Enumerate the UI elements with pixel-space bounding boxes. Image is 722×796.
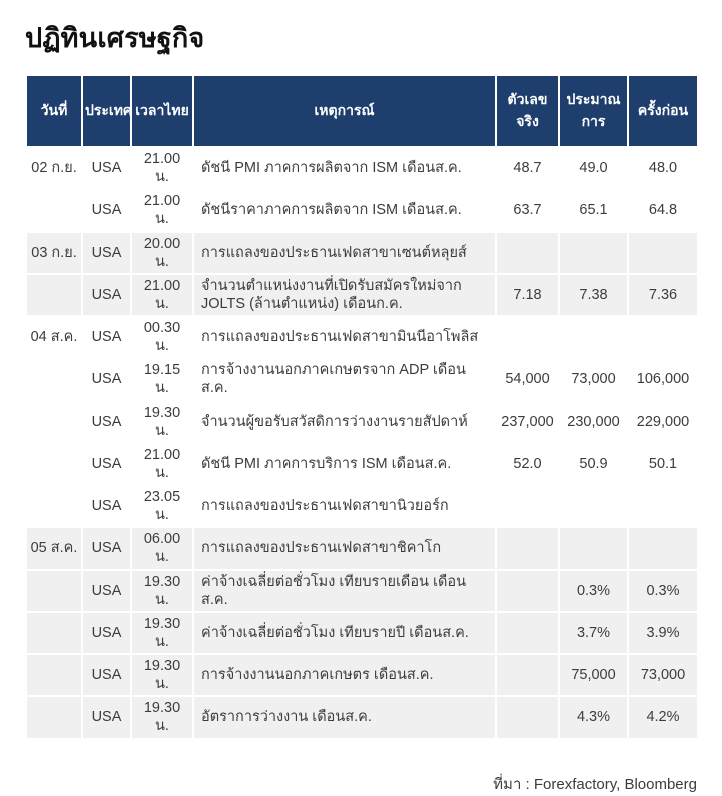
cell-date [26, 443, 82, 485]
header-country: ประเทศ [82, 75, 131, 147]
cell-actual [496, 316, 559, 358]
cell-forecast [559, 527, 628, 569]
table-row [26, 189, 698, 231]
cell-country: USA [82, 358, 131, 400]
cell-previous [628, 232, 698, 274]
table-row [26, 147, 698, 189]
cell-forecast [559, 316, 628, 358]
cell-event: ดัชนี PMI ภาคการผลิตจาก ISM เดือนส.ค. [193, 147, 496, 189]
cell-event: การแถลงของประธานเฟดสาขามินนีอาโพลิส [193, 316, 496, 358]
cell-previous [628, 527, 698, 569]
cell-previous [628, 485, 698, 527]
cell-event: จำนวนตำแหน่งงานที่เปิดรับสมัครใหม่จาก JOLTS (ล้านตำแหน่ง) เดือนก.ค. [193, 274, 496, 316]
cell-actual: 63.7 [496, 189, 559, 231]
cell-date [26, 570, 82, 612]
cell-actual [496, 612, 559, 654]
cell-actual [496, 485, 559, 527]
cell-forecast: 4.3% [559, 696, 628, 738]
cell-forecast: 50.9 [559, 443, 628, 485]
calendar-table-body [26, 147, 698, 739]
table-row [26, 358, 698, 400]
table-row [26, 612, 698, 654]
cell-previous: 106,000 [628, 358, 698, 400]
table-row [26, 485, 698, 527]
cell-previous: 4.2% [628, 696, 698, 738]
cell-country: USA [82, 232, 131, 274]
cell-forecast: 73,000 [559, 358, 628, 400]
cell-date [26, 358, 82, 400]
cell-date [26, 401, 82, 443]
cell-country: USA [82, 612, 131, 654]
cell-forecast [559, 232, 628, 274]
cell-time: 21.00 น. [131, 189, 193, 231]
cell-forecast: 75,000 [559, 654, 628, 696]
cell-previous: 3.9% [628, 612, 698, 654]
cell-forecast: 230,000 [559, 401, 628, 443]
cell-previous [628, 316, 698, 358]
cell-date [26, 696, 82, 738]
cell-event: ดัชนี PMI ภาคการบริการ ISM เดือนส.ค. [193, 443, 496, 485]
cell-event: การแถลงของประธานเฟดสาขาชิคาโก [193, 527, 496, 569]
cell-date: 05 ส.ค. [26, 527, 82, 569]
cell-date: 04 ส.ค. [26, 316, 82, 358]
cell-event: ค่าจ้างเฉลี่ยต่อชั่วโมง เทียบรายเดือน เดือนส.ค. [193, 570, 496, 612]
cell-time: 00.30 น. [131, 316, 193, 358]
cell-actual: 7.18 [496, 274, 559, 316]
cell-time: 19.30 น. [131, 654, 193, 696]
cell-time: 20.00 น. [131, 232, 193, 274]
cell-time: 19.30 น. [131, 612, 193, 654]
cell-forecast [559, 485, 628, 527]
cell-country: USA [82, 485, 131, 527]
cell-event: การจ้างงานนอกภาคเกษตรจาก ADP เดือนส.ค. [193, 358, 496, 400]
cell-actual: 48.7 [496, 147, 559, 189]
cell-time: 21.00 น. [131, 443, 193, 485]
cell-forecast: 49.0 [559, 147, 628, 189]
cell-event: จำนวนผู้ขอรับสวัสดิการว่างงานรายสัปดาห์ [193, 401, 496, 443]
cell-country: USA [82, 274, 131, 316]
table-row [26, 401, 698, 443]
cell-previous: 48.0 [628, 147, 698, 189]
cell-previous: 229,000 [628, 401, 698, 443]
economic-calendar-table [25, 74, 699, 740]
cell-time: 23.05 น. [131, 485, 193, 527]
table-row [26, 570, 698, 612]
cell-country: USA [82, 654, 131, 696]
cell-date [26, 189, 82, 231]
page-title: ปฏิทินเศรษฐกิจ [25, 23, 205, 53]
cell-date [26, 654, 82, 696]
cell-actual [496, 527, 559, 569]
table-row [26, 274, 698, 316]
cell-country: USA [82, 570, 131, 612]
cell-forecast: 65.1 [559, 189, 628, 231]
table-row [26, 316, 698, 358]
header-actual: ตัวเลขจริง [496, 75, 559, 147]
table-row [26, 696, 698, 738]
cell-country: USA [82, 316, 131, 358]
cell-actual: 52.0 [496, 443, 559, 485]
cell-previous: 0.3% [628, 570, 698, 612]
cell-time: 19.30 น. [131, 401, 193, 443]
source-credit: ที่มา : Forexfactory, Bloomberg [493, 775, 697, 793]
table-row [26, 654, 698, 696]
cell-event: ดัชนีราคาภาคการผลิตจาก ISM เดือนส.ค. [193, 189, 496, 231]
header-time: เวลาไทย [131, 75, 193, 147]
cell-date: 03 ก.ย. [26, 232, 82, 274]
cell-time: 21.00 น. [131, 274, 193, 316]
cell-country: USA [82, 147, 131, 189]
cell-time: 21.00 น. [131, 147, 193, 189]
cell-country: USA [82, 189, 131, 231]
cell-previous: 73,000 [628, 654, 698, 696]
cell-country: USA [82, 443, 131, 485]
cell-forecast: 0.3% [559, 570, 628, 612]
cell-date [26, 274, 82, 316]
cell-forecast: 7.38 [559, 274, 628, 316]
cell-country: USA [82, 696, 131, 738]
cell-country: USA [82, 527, 131, 569]
cell-actual [496, 654, 559, 696]
cell-previous: 7.36 [628, 274, 698, 316]
cell-time: 19.30 น. [131, 570, 193, 612]
table-row [26, 443, 698, 485]
cell-country: USA [82, 401, 131, 443]
cell-previous: 64.8 [628, 189, 698, 231]
table-row [26, 527, 698, 569]
cell-date [26, 485, 82, 527]
cell-time: 06.00 น. [131, 527, 193, 569]
cell-previous: 50.1 [628, 443, 698, 485]
cell-actual [496, 696, 559, 738]
table-row [26, 232, 698, 274]
cell-event: ค่าจ้างเฉลี่ยต่อชั่วโมง เทียบรายปี เดือนส.ค. [193, 612, 496, 654]
cell-actual: 54,000 [496, 358, 559, 400]
cell-date: 02 ก.ย. [26, 147, 82, 189]
header-previous: ครั้งก่อน [628, 75, 698, 147]
cell-actual [496, 232, 559, 274]
cell-event: การแถลงของประธานเฟดสาขาเซนต์หลุยส์ [193, 232, 496, 274]
cell-actual: 237,000 [496, 401, 559, 443]
table-header [26, 75, 698, 147]
cell-forecast: 3.7% [559, 612, 628, 654]
header-event: เหตุการณ์ [193, 75, 496, 147]
cell-event: การจ้างงานนอกภาคเกษตร เดือนส.ค. [193, 654, 496, 696]
cell-event: อัตราการว่างงาน เดือนส.ค. [193, 696, 496, 738]
cell-time: 19.15 น. [131, 358, 193, 400]
cell-date [26, 612, 82, 654]
cell-actual [496, 570, 559, 612]
header-forecast: ประมาณการ [559, 75, 628, 147]
cell-time: 19.30 น. [131, 696, 193, 738]
cell-event: การแถลงของประธานเฟดสาขานิวยอร์ก [193, 485, 496, 527]
header-row [26, 75, 698, 147]
header-date: วันที่ [26, 75, 82, 147]
